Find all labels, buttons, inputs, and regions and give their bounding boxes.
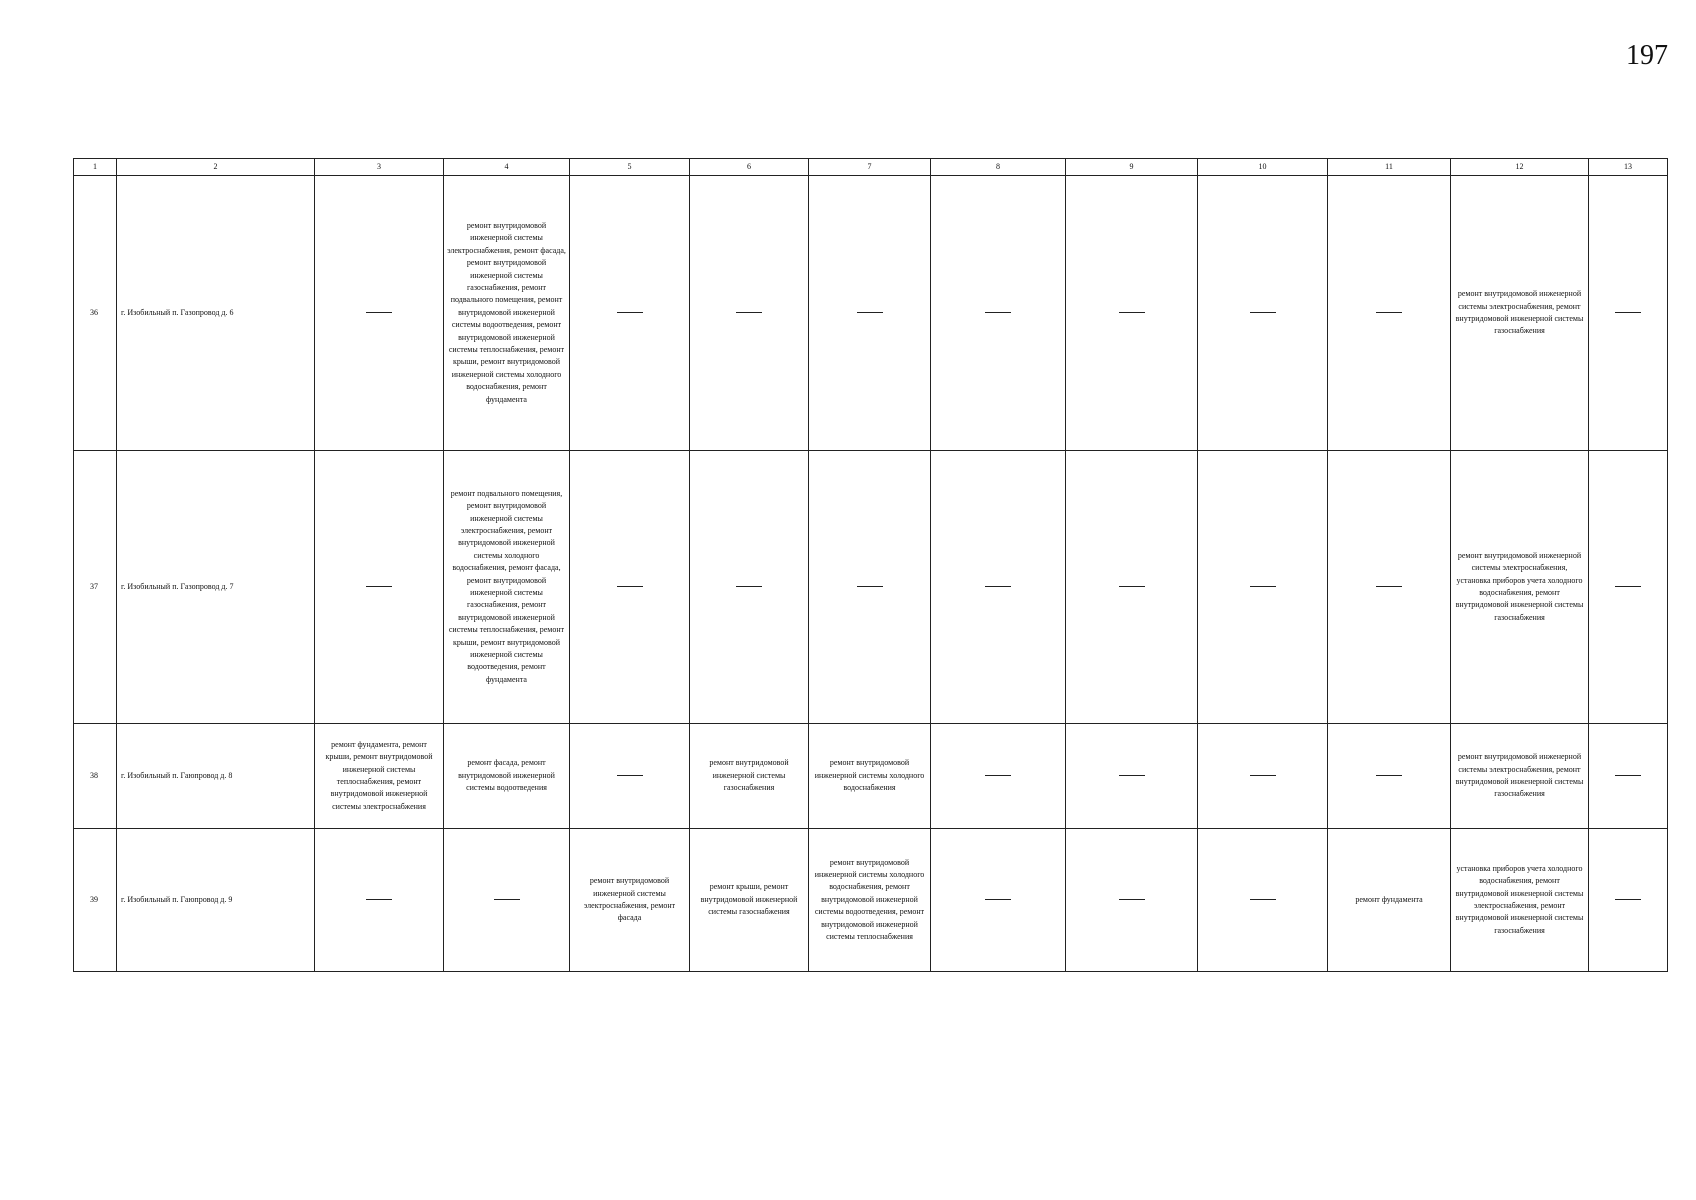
dash-mark (1250, 775, 1276, 776)
dash-mark (617, 586, 643, 587)
address-cell: г. Изобильный п. Газопровод д. 7 (117, 451, 315, 724)
empty-cell (315, 829, 444, 972)
empty-cell (809, 451, 931, 724)
table-row (74, 451, 1668, 724)
empty-cell (1198, 829, 1328, 972)
page-number: 197 (1626, 40, 1668, 71)
column-header: 8 (931, 159, 1066, 176)
column-header: 1 (74, 159, 117, 176)
dash-mark (857, 586, 883, 587)
empty-cell (1198, 451, 1328, 724)
dash-mark (1376, 775, 1402, 776)
empty-cell (315, 451, 444, 724)
repair-register-table (73, 158, 1668, 972)
empty-cell (315, 176, 444, 451)
dash-mark (366, 899, 392, 900)
dash-mark (985, 775, 1011, 776)
table-row (74, 829, 1668, 972)
dash-mark (617, 775, 643, 776)
empty-cell (1198, 176, 1328, 451)
address-cell: г. Изобильный п. Гаюпровод д. 8 (117, 724, 315, 829)
row-number: 38 (74, 724, 117, 829)
dash-mark (1615, 775, 1641, 776)
empty-cell (931, 724, 1066, 829)
column-header: 7 (809, 159, 931, 176)
dash-mark (366, 586, 392, 587)
works-cell: ремонт внутридомовой инженерной системы холодного водоснабжения (809, 724, 931, 829)
dash-mark (366, 312, 392, 313)
column-header: 2 (117, 159, 315, 176)
column-number-row (74, 159, 1668, 176)
dash-mark (1119, 586, 1145, 587)
dash-mark (985, 586, 1011, 587)
dash-mark (985, 312, 1011, 313)
address-cell: г. Изобильный п. Газопровод д. 6 (117, 176, 315, 451)
empty-cell (1066, 829, 1198, 972)
empty-cell (809, 176, 931, 451)
dash-mark (1250, 899, 1276, 900)
empty-cell (1589, 829, 1668, 972)
column-header: 11 (1328, 159, 1451, 176)
empty-cell (570, 451, 690, 724)
empty-cell (1066, 176, 1198, 451)
column-header: 12 (1451, 159, 1589, 176)
empty-cell (1589, 451, 1668, 724)
dash-mark (1250, 586, 1276, 587)
empty-cell (444, 829, 570, 972)
works-cell: ремонт фасада, ремонт внутридомовой инженерной системы водоотведения (444, 724, 570, 829)
empty-cell (931, 451, 1066, 724)
column-header: 9 (1066, 159, 1198, 176)
works-cell: ремонт крыши, ремонт внутридомовой инженерной системы газоснабжения (690, 829, 809, 972)
empty-cell (1328, 451, 1451, 724)
works-cell: ремонт внутридомовой инженерной системы электроснабжения, ремонт фасада (570, 829, 690, 972)
empty-cell (1328, 176, 1451, 451)
dash-mark (1119, 775, 1145, 776)
column-header: 10 (1198, 159, 1328, 176)
dash-mark (1615, 586, 1641, 587)
works-cell: ремонт внутридомовой инженерной системы электроснабжения, установка приборов учета холодного водоснабжения, ремонт внутридомовой инженерной системы газоснабжения (1451, 451, 1589, 724)
dash-mark (1376, 312, 1402, 313)
empty-cell (1589, 724, 1668, 829)
empty-cell (690, 176, 809, 451)
works-cell: ремонт внутридомовой инженерной системы электроснабжения, ремонт внутридомовой инженерной системы газоснабжения (1451, 176, 1589, 451)
empty-cell (1589, 176, 1668, 451)
dash-mark (857, 312, 883, 313)
dash-mark (985, 899, 1011, 900)
works-cell: ремонт фундамента (1328, 829, 1451, 972)
works-cell: ремонт фундамента, ремонт крыши, ремонт внутридомовой инженерной системы теплоснабжения, ремонт внутридомовой инженерной системы электроснабжения (315, 724, 444, 829)
works-cell: ремонт внутридомовой инженерной системы газоснабжения (690, 724, 809, 829)
row-number: 39 (74, 829, 117, 972)
dash-mark (1615, 899, 1641, 900)
column-header: 13 (1589, 159, 1668, 176)
table-row (74, 724, 1668, 829)
dash-mark (736, 586, 762, 587)
empty-cell (931, 176, 1066, 451)
dash-mark (736, 312, 762, 313)
address-cell: г. Изобильный п. Гаюпровод д. 9 (117, 829, 315, 972)
empty-cell (1198, 724, 1328, 829)
row-number: 36 (74, 176, 117, 451)
empty-cell (931, 829, 1066, 972)
empty-cell (1066, 724, 1198, 829)
column-header: 5 (570, 159, 690, 176)
works-cell: установка приборов учета холодного водоснабжения, ремонт внутридомовой инженерной системы электроснабжения, ремонт внутридомовой инженерной системы газоснабжения (1451, 829, 1589, 972)
works-cell: ремонт подвального помещения, ремонт внутридомовой инженерной системы электроснабжения, ремонт внутридомовой инженерной системы холодного водоснабжения, ремонт фасада, ремонт внутридомовой инженерной системы газоснабжения, ремонт внутридомовой инженерной системы теплоснабжения, ремонт крыши, ремонт внутридомовой инженерной системы водоотведения, ремонт фундамента (444, 451, 570, 724)
row-number: 37 (74, 451, 117, 724)
empty-cell (570, 724, 690, 829)
column-header: 4 (444, 159, 570, 176)
dash-mark (1119, 899, 1145, 900)
dash-mark (1615, 312, 1641, 313)
column-header: 6 (690, 159, 809, 176)
empty-cell (1328, 724, 1451, 829)
dash-mark (1376, 586, 1402, 587)
table-row (74, 176, 1668, 451)
works-cell: ремонт внутридомовой инженерной системы электроснабжения, ремонт внутридомовой инженерной системы газоснабжения (1451, 724, 1589, 829)
empty-cell (690, 451, 809, 724)
works-cell: ремонт внутридомовой инженерной системы электроснабжения, ремонт фасада, ремонт внутридомовой инженерной системы газоснабжения, ремонт подвального помещения, ремонт внутридомовой инженерной системы водоотведения, ремонт внутридомовой инженерной системы теплоснабжения, ремонт крыши, ремонт внутридомовой инженерной системы холодного водоснабжения, ремонт фундамента (444, 176, 570, 451)
empty-cell (570, 176, 690, 451)
dash-mark (1119, 312, 1145, 313)
dash-mark (494, 899, 520, 900)
empty-cell (1066, 451, 1198, 724)
works-cell: ремонт внутридомовой инженерной системы холодного водоснабжения, ремонт внутридомовой инженерной системы водоотведения, ремонт внутридомовой инженерной системы теплоснабжения (809, 829, 931, 972)
dash-mark (1250, 312, 1276, 313)
dash-mark (617, 312, 643, 313)
column-header: 3 (315, 159, 444, 176)
